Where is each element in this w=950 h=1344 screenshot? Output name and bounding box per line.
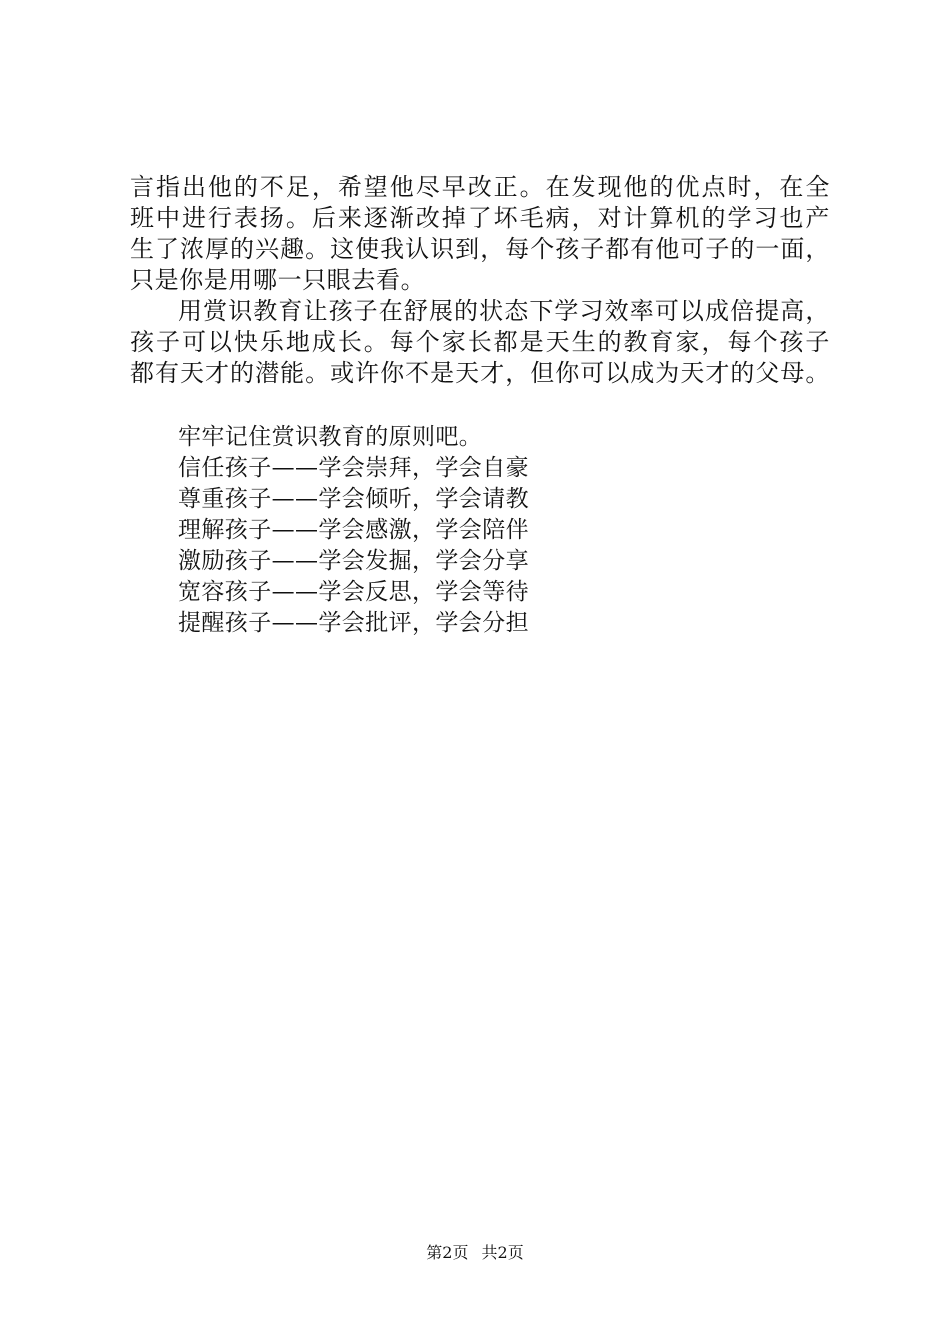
principles-intro: 牢牢记住赏识教育的原则吧。 — [178, 424, 483, 450]
principles-list — [178, 422, 529, 639]
principle-item-respect: 尊重孩子——学会倾听，学会请教 — [178, 486, 529, 512]
principle-item-remind: 提醒孩子——学会批评，学会分担 — [178, 610, 529, 636]
body-text — [130, 172, 830, 389]
paragraph-1-line-4: 只是你是用哪一只眼去看。 — [130, 266, 426, 294]
principle-item-encourage: 激励孩子——学会发掘，学会分享 — [178, 548, 529, 574]
paragraph-2-line-1: 用赏识教育让孩子在舒展的状态下学习效率可以成倍提高， — [178, 297, 830, 325]
page-number-current: 第2页 — [426, 1243, 469, 1262]
paragraph-1-line-1: 言指出他的不足，希望他尽早改正。在发现他的优点时，在全 — [130, 173, 830, 201]
principle-item-trust: 信任孩子——学会崇拜，学会自豪 — [178, 455, 529, 481]
paragraph-2-line-2: 孩子可以快乐地成长。每个家长都是天生的教育家，每个孩子 — [130, 328, 830, 356]
principle-item-understand: 理解孩子——学会感激，学会陪伴 — [178, 517, 529, 543]
paragraph-2-line-3: 都有天才的潜能。或许你不是天才，但你可以成为天才的父母。 — [130, 359, 830, 387]
page-footer — [0, 1243, 950, 1263]
principle-item-tolerate: 宽容孩子——学会反思，学会等待 — [178, 579, 529, 605]
paragraph-1-line-2: 班中进行表扬。后来逐渐改掉了坏毛病，对计算机的学习也产 — [130, 204, 830, 232]
page-number-total: 共2页 — [481, 1243, 524, 1262]
paragraph-1-line-3: 生了浓厚的兴趣。这使我认识到，每个孩子都有他可子的一面， — [130, 235, 830, 263]
